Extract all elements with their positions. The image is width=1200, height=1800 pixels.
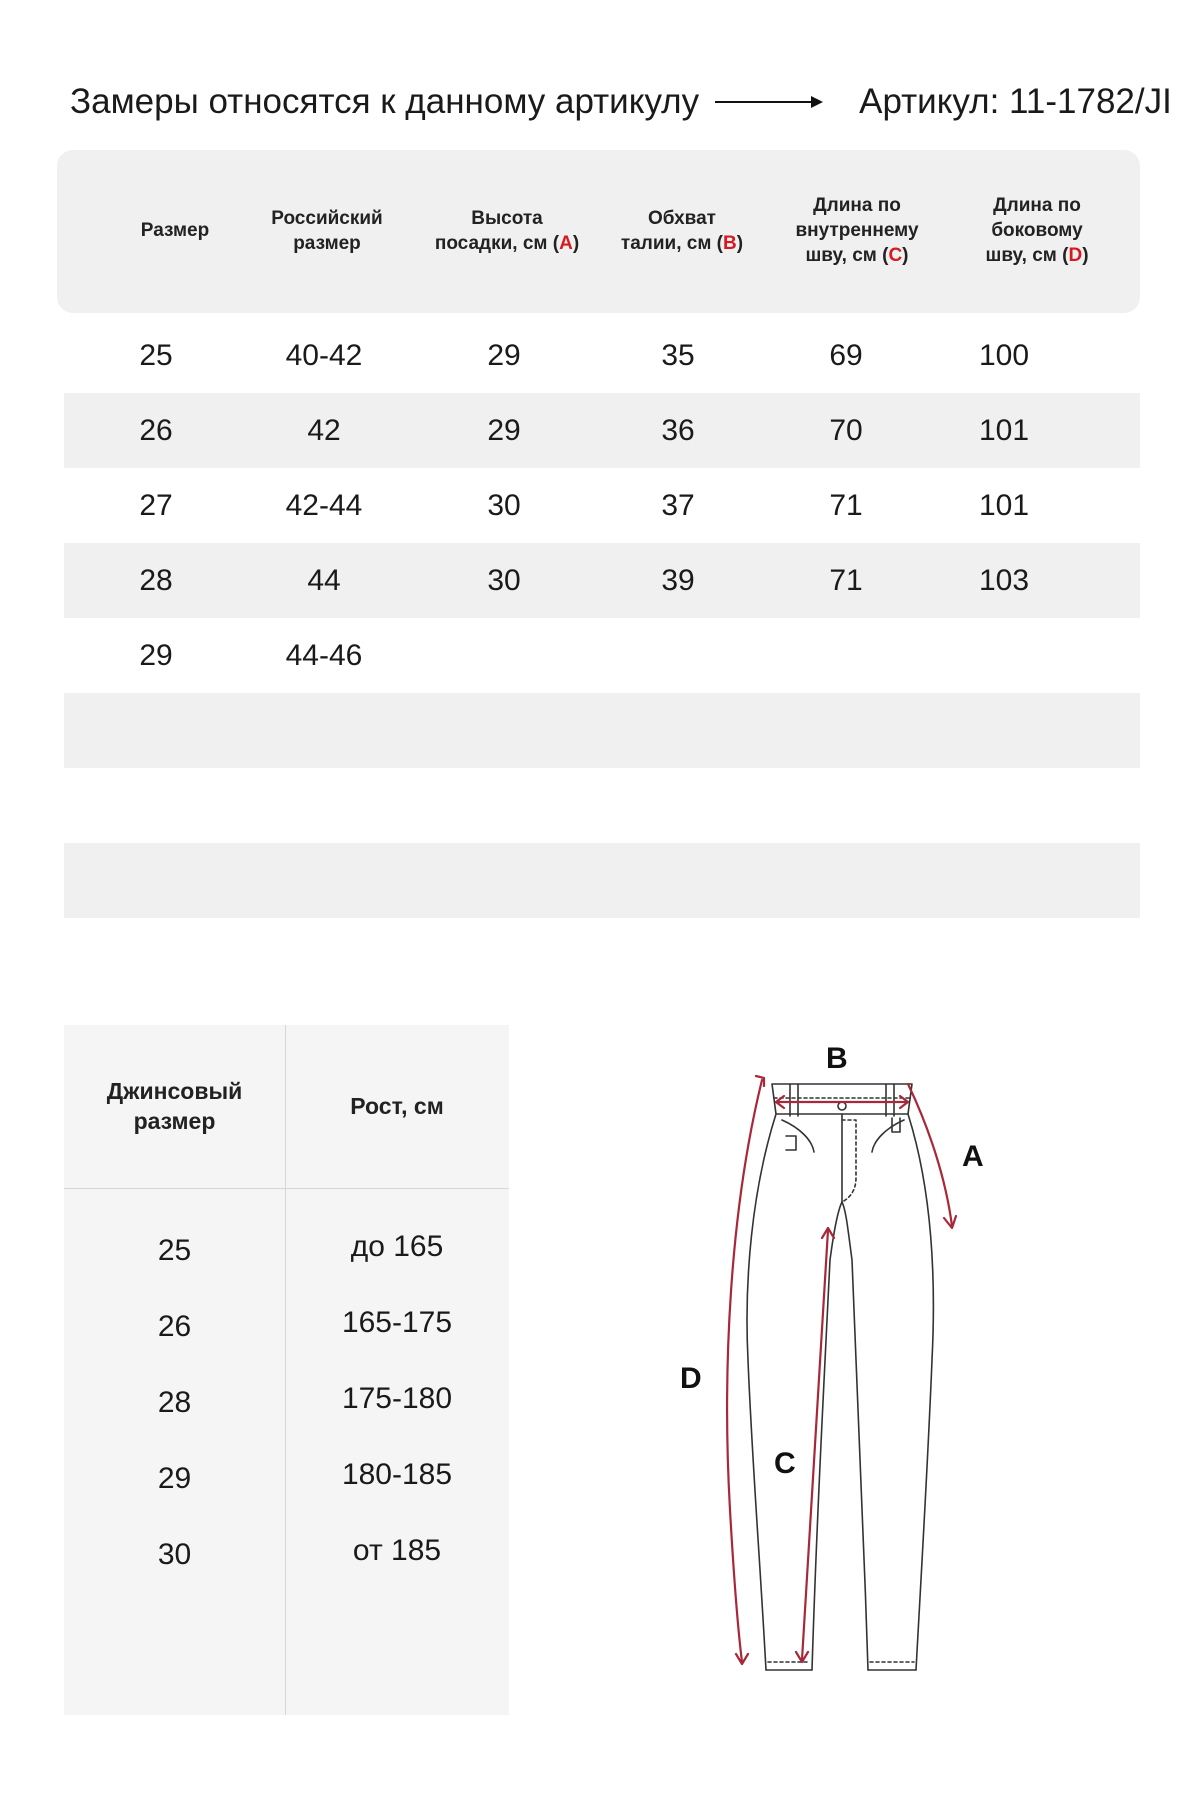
- cell-russian-size: 44: [307, 563, 341, 597]
- cell-waist: 36: [661, 413, 695, 447]
- page-header: [70, 76, 1172, 128]
- cell-rise: [424, 693, 584, 768]
- cell-inseam: [766, 618, 926, 693]
- cell-waist: 37: [661, 488, 695, 522]
- size-table-header: [57, 150, 1140, 313]
- cell-size: [96, 843, 216, 918]
- cell-waist: [598, 693, 758, 768]
- column-header-inseam: Длина по внутреннему шву, см (C): [795, 195, 919, 266]
- cell-size: 28: [139, 563, 173, 597]
- cell-height: от 185: [352, 1534, 442, 1567]
- cell-jeans-size: 26: [157, 1310, 192, 1343]
- cell-outseam: [924, 618, 1084, 693]
- cell-size: 27: [139, 488, 173, 522]
- column-header-jeans-size: Джинсовый размер: [106, 1077, 243, 1134]
- label-b: B: [826, 1042, 848, 1075]
- cell-waist: 35: [661, 338, 695, 372]
- cell-inseam: [766, 693, 926, 768]
- cell-rise: 30: [487, 488, 521, 522]
- cell-height: 180-185: [341, 1458, 453, 1491]
- table-row: [64, 768, 1140, 843]
- cell-size: 26: [139, 413, 173, 447]
- column-header-waist: Обхват талии, см (B): [620, 207, 744, 254]
- cell-height: 175-180: [341, 1382, 453, 1415]
- cell-jeans-size: 25: [157, 1234, 192, 1267]
- cell-outseam: [924, 843, 1084, 918]
- cell-russian-size: 42-44: [285, 488, 363, 522]
- cell-rise: 29: [487, 413, 521, 447]
- cell-outseam: 101: [978, 488, 1030, 522]
- column-header-size: Размер: [140, 220, 210, 242]
- cell-rise: [424, 618, 584, 693]
- cell-inseam: 69: [829, 338, 863, 372]
- article-number: Артикул: 11-1782/JI: [859, 82, 1172, 121]
- table-row: [64, 843, 1140, 918]
- cell-jeans-size: 30: [157, 1538, 192, 1571]
- label-a: A: [962, 1140, 984, 1173]
- column-header-russian-size: Российский размер: [271, 207, 383, 254]
- jeans-icon: [660, 1040, 1020, 1700]
- cell-inseam: 70: [829, 413, 863, 447]
- label-d: D: [680, 1362, 702, 1395]
- cell-russian-size: [244, 768, 404, 843]
- cell-russian-size: 42: [307, 413, 341, 447]
- cell-outseam: 103: [978, 563, 1030, 597]
- cell-size: 25: [139, 338, 173, 372]
- arrow-right-icon: [715, 92, 825, 112]
- table-row: [64, 618, 1140, 693]
- cell-waist: [598, 618, 758, 693]
- size-table-body: [64, 318, 1140, 918]
- table-row: [64, 543, 1140, 618]
- cell-rise: 30: [487, 563, 521, 597]
- cell-inseam: [766, 768, 926, 843]
- cell-height: 165-175: [341, 1306, 453, 1339]
- cell-jeans-size: 29: [157, 1462, 192, 1495]
- cell-outseam: [924, 768, 1084, 843]
- cell-waist: [598, 843, 758, 918]
- measurement-note: Замеры относятся к данному артикулу: [70, 82, 700, 121]
- table-row: [64, 693, 1140, 768]
- cell-jeans-size: 28: [157, 1386, 192, 1419]
- cell-size: [96, 768, 216, 843]
- cell-outseam: 101: [978, 413, 1030, 447]
- cell-inseam: [766, 843, 926, 918]
- column-header-height: Рост, см: [350, 1092, 444, 1119]
- cell-rise: [424, 768, 584, 843]
- table-row: [64, 468, 1140, 543]
- column-header-outseam: Длина по боковому шву, см (D): [985, 195, 1089, 266]
- cell-russian-size: 44-46: [285, 638, 363, 672]
- cell-size: 29: [139, 638, 173, 672]
- cell-rise: [424, 843, 584, 918]
- cell-outseam: 100: [978, 338, 1030, 372]
- jeans-measurement-diagram: [660, 1040, 1020, 1700]
- cell-inseam: 71: [829, 563, 863, 597]
- label-c: C: [774, 1447, 796, 1480]
- height-table: [64, 1025, 509, 1715]
- cell-rise: 29: [487, 338, 521, 372]
- cell-outseam: [924, 693, 1084, 768]
- cell-waist: 39: [661, 563, 695, 597]
- cell-russian-size: 40-42: [285, 338, 363, 372]
- column-header-rise: Высота посадки, см (A): [434, 207, 580, 254]
- table-row: [64, 393, 1140, 468]
- table-row: [64, 318, 1140, 393]
- cell-inseam: 71: [829, 488, 863, 522]
- cell-waist: [598, 768, 758, 843]
- cell-russian-size: [244, 843, 404, 918]
- cell-russian-size: [244, 693, 404, 768]
- cell-height: до 165: [350, 1230, 444, 1263]
- cell-size: [96, 693, 216, 768]
- header-divider: [64, 1188, 509, 1189]
